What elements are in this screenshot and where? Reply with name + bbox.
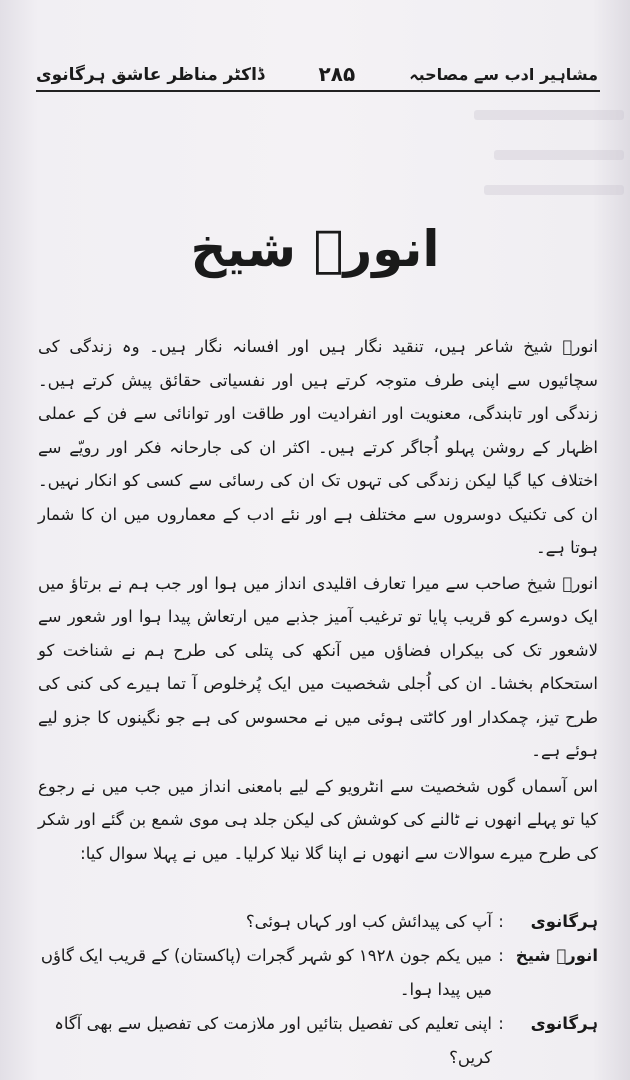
header-rule [36,90,600,92]
page-number: ۲۸۵ [318,62,356,86]
paragraph: اس آسماں گوں شخصیت سے انٹرویو کے لیے بامعنی انداز میں جب میں نے رجوع کیا تو پہلے انھوں نے ٹالنے کی کوشش کی لیکن جلد ہی موی شمع بن گئے اور شکر کی طرح میرے سوالات سے انھوں نے اپنا گلا نیلا کرلیا۔ میں نے پہلا سوال کیا: [38,776,598,863]
interview-line [38,1007,598,1075]
show-through-mark [474,110,624,120]
author-name: ڈاکٹر مناظر عاشق ہرگانوی [36,64,265,85]
show-through-mark [494,150,624,160]
show-through-mark [484,185,624,195]
book-title: مشاہیر ادب سے مصاحبہ [409,64,598,84]
running-header [36,58,598,90]
interview-section [38,905,598,1075]
interview-text: آپ کی پیدائش کب اور کہاں ہوئی؟ [245,912,492,931]
interview-text: میں یکم جون ۱۹۲۸ کو شہر گجرات (پاکستان) کے قریب ایک گاؤں میں پیدا ہوا۔ [40,946,492,999]
paragraph: انورؔ شیخ صاحب سے میرا تعارف اقلیدی انداز میں ہوا اور جب ہم نے برتاؤ میں ایک دوسرے کو قریب پایا تو ترغیب آمیز جذبے میں ارتعاش پیدا ہوا اور شعور سے لاشعور تک کی بیکراں فضاؤں میں آنکھ کی پتلی کی طرح ہم نے شناخت کو استحکام بخشا۔ ان کی اُجلی شخصیت میں ایک پُرخلوص آ تما ہیرے کی کنی کی طرح تیز، چمکدار اور کاٹتی ہوئی میں نے محسوس کی ہے جو نگینوں کا جزو لیے ہوئے ہے۔ [38,573,598,760]
speaker-name: ہرگانوی [530,1014,598,1033]
paragraph: انورؔ شیخ شاعر ہیں، تنقید نگار ہیں اور افسانہ نگار ہیں۔ وہ زندگی کی سچائیوں سے اپنی طرف متوجہ کرتے ہیں اور نفسیاتی حقائق پیش کرتے ہیں۔ زندگی اور تابندگی، معنویت اور انفرادیت اور طاقت اور توانائی سے فن کے عملی اظہار کے روشن پہلو اُجاگر کرتے ہیں۔ اکثر ان کی جارحانہ فکر اور رویّے سے اختلاف کیا گیا لیکن زندگی کی تہوں تک ان کی رسائی سے کسی کو انکار نہیں۔ ان کی تکنیک دوسروں سے مختلف ہے اور نئے ادب کے معماروں میں ان کا شمار ہوتا ہے۔ [38,337,598,557]
chapter-title: انورؔ شیخ [190,220,440,278]
interview-text: اپنی تعلیم کی تفصیل بتائیں اور ملازمت کی تفصیل سے بھی آگاہ کریں؟ [54,1014,492,1067]
interview-line [38,939,598,1007]
speaker-name: انورؔ شیخ [515,946,598,965]
colon-separator: : [498,946,504,965]
colon-separator: : [498,912,504,931]
speaker-name: ہرگانوی [530,912,598,931]
body-text [38,330,598,872]
colon-separator: : [498,1014,504,1033]
interview-line [38,905,598,939]
